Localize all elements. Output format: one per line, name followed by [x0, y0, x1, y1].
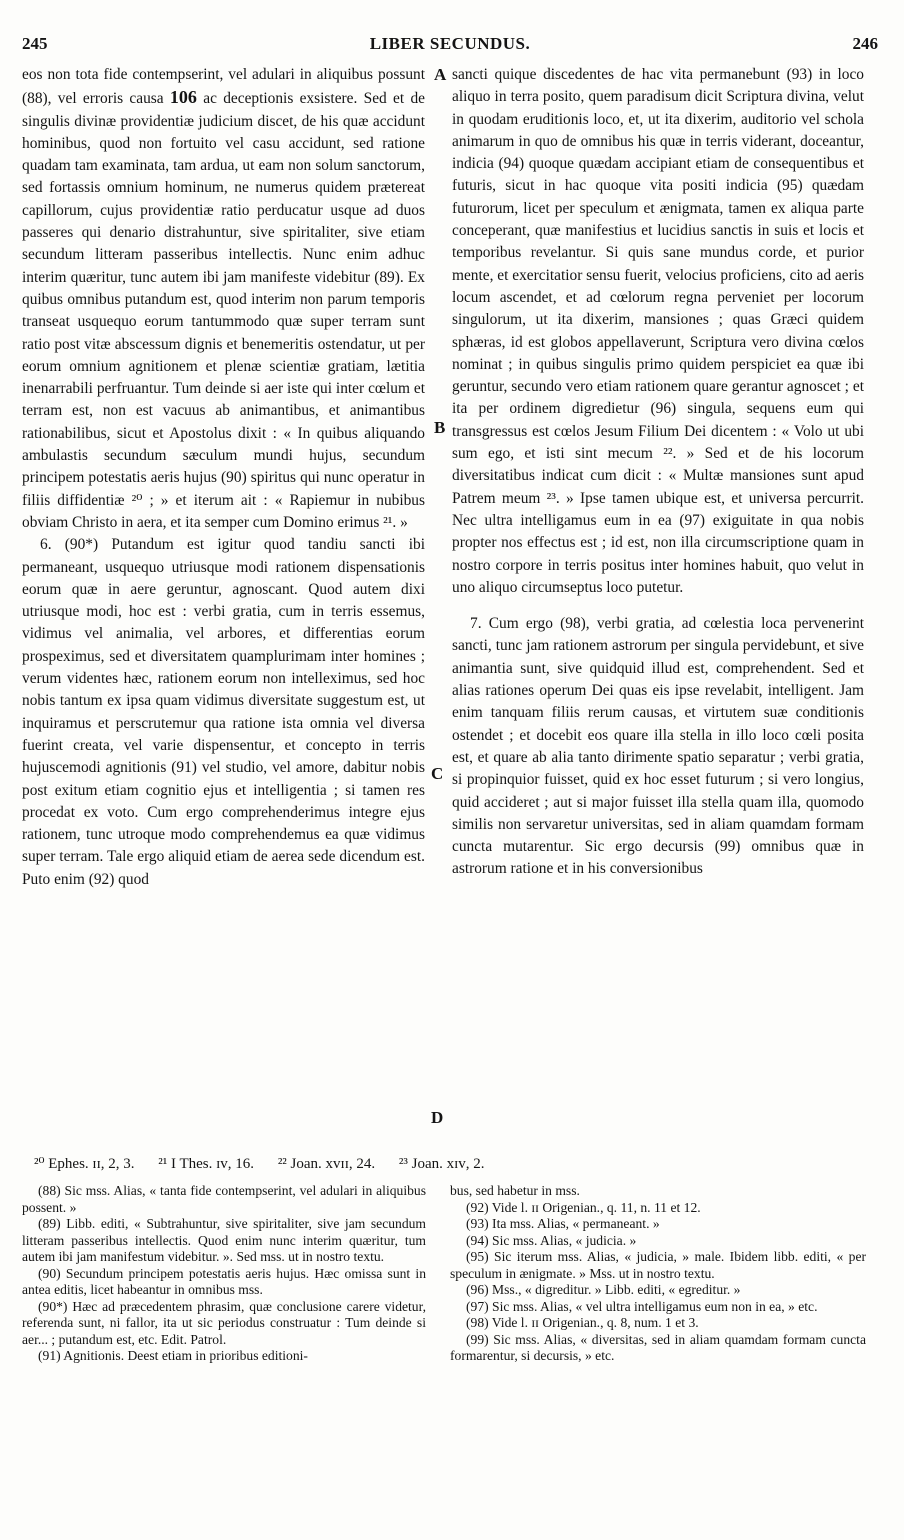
paragraph: sancti quique discedentes de hac vita permanebunt (93) in loco aliquo in terra posito, quem paradisum dicit Scriptura divina, velut in quodam eruditionis loco, et, ut ita dixerim, auditorio vel schola animarum in quo de omnibus his quæ in terris viderant, doceantur, indicia (94) quoque quædam accipiant etiam de consequentibus et futuris, sicut in hac quoque vita positi indicia (95) quædam futurorum, licet per speculum et ænigmata, tamen ex aliqua parte conceperant, quæ manifestius et lucidius sanctis in suis et locis et temporibus revelantur. Si quis sane mundus corde, et purior mente, et exercitatior sensu fuerit, velocius proficiens, cito ad aeris locum ascendet, et ad cœlorum regna perveniet per locorum singulorum, ut ita dixerim, mansiones ; quas Græci quidem sphæras, id est globos appellaverunt, Scriptura vero divina cœlos nominat ; in quibus singulis primo quidem perspiciet ea quæ ibi geruntur, secundo vero etiam rationem quare gerantur agnoscet ; et ita per ordinem digredietur (96) singula, sequens eum qui transgressus est cœlos Jesum Filium Dei dicentem : « Volo ut ubi sum ego, et isti sint mecum ²². » Sed et de his locorum diversitatibus indicat cum dicit : « Multæ mansiones sunt apud Patrem meum ²³. » Ipse tamen ubique est, et universa percurrit. Nec ultra intelligamus eum in ea (97) exiguitate in qua nobis propter nos effectus est ; id est, non illa circumscriptione quam in nostro corpore in terris positus inter homines habuit, quo velut in uno aliquo circumseptus loco putetur.: [452, 66, 864, 596]
left-page-number: 245: [22, 34, 48, 53]
footnote: (94) Sic mss. Alias, « judicia. »: [466, 1232, 637, 1248]
running-title: LIBER SECUNDUS.: [369, 34, 531, 53]
ref: ²¹ I Thes. ɪᴠ, 16.: [158, 1156, 255, 1172]
section-marker-a: A: [434, 65, 447, 84]
paragraph: eos non tota fide contempserint, vel adulari in aliquibus possunt (88), vel erroris causa 106 ac deceptionis exsistere. Sed et de singulis divinæ providentiæ judicium discet, de his quæ accidunt hominibus, quod non fortuito vel casu accidunt, sed ratione quadam tam examinata, tam ardua, ut eam non solum sanctorum, sed fortassis omnium hominum, ne numerus quidem prætereat capillorum, cujus providentiæ ratio perducatur usque ad duos passeres qui denario distrahuntur, sive spiritaliter, sive etiam secundum litteram passeribus intellectis. Nunc enim adhuc interim quæritur, tunc autem ibi jam manifeste videbitur (89). Ex quibus omnibus putandum est, quod interim non parum temporis transeat usquequo eorum tantummodo quæ super terram sunt ratio post vitæ abscessum dignis et benemeritis ostendatur, ut per eorum omnium agnitionem et plenæ scientiæ gratiam, lætitia inenarrabili perfruantur. Tum deinde si aer iste qui inter cœlum et terram est, non est vacuus ab animantibus, et animantibus rationabilibus, sicut et Apostolus dixit : « In quibus aliquando ambulastis secundum sæculum mundi hujus, secundum principem potestatis aeris hujus (90) spiritus qui nunc operatur in filiis diffidentiæ ²⁰ ; » et iterum ait : « Rapiemur in nubibus obviam Christo in aera, et ita semper cum Domino erimus ²¹. »: [22, 66, 425, 531]
footnote: (93) Ita mss. Alias, « permaneant. »: [466, 1216, 660, 1231]
footnote: (89) Libb. editi, « Subtrahuntur, sive spiritaliter, sive jam secundum litteram passeribus intellectis. Quod enim nunc interim quæritur, tum autem ibi jam manifestum videbitur. ». Sed mss. ut in nostro textu.: [22, 1216, 426, 1264]
section-marker-c: C: [431, 764, 444, 783]
paragraph: 7. Cum ergo (98), verbi gratia, ad cœlestia loca pervenerint sancti, tunc jam rationem astrorum per singula pervidebunt, et sive animantia sunt, sive quidquid illud est, comprehendent. Sed et alias rationes operum Dei quas eis ipse revelabit, intelligent. Jam enim tanquam filiis rerum causas, et virtutem suæ conditionis ostendet ; et docebit eos quare illa stella in illo loco cœli posita est, et quare ab alia tanto dirimente spatio separatur ; verbi gratia, si propinquior fuisset, quid ex hoc esset futurum ; si vero longius, quid accideret ; aut si major fuisset illa stella quam illa, quomodo similis non servaretur universitas, sed in aliam quamdam formam cuncta mutarentur. Sic ergo decursis (99) omnibus quæ in astrorum ratione et in his conversionibus: [452, 615, 864, 878]
footnote: bus, sed habetur in mss.: [450, 1183, 580, 1198]
paragraph: 6. (90*) Putandum est igitur quod tandiu sancti ibi permaneant, usquequo utriusque modi rationem dispensationis eorum quæ in aere geruntur, agnoscant. Quod autem dixi utriusque modi, hoc est : verbi gratia, cum in terris essemus, vidimus vel animalia, vel arbores, et differentias eorum prospeximus, sed et diversitatem quamplurimam inter homines ; verum videntes hæc, rationem eorum non intelleximus, sed hoc nobis tantum ex ipsa quam vidimus diversitate suggestum est, ut inquiramus et perscrutemur qua ratione ista omnia vel diversa fuerint creata, vel varie dispensentur, et concepto in terris hujuscemodi agnitionis (91) vel studio, vel amore, dabitur nobis post exitum etiam cognitio ejus et intelligentia ; si tamen res procedat ex voto. Cum ergo comprehenderimus integre ejus rationem, tunc utroque modo comprehendemus ea quæ vidimus super terram. Tale ergo aliquid etiam de aerea sede dicendum est. Puto enim (92) quod: [22, 536, 425, 888]
column-number: 106: [169, 87, 197, 108]
section-marker-b: B: [434, 418, 446, 437]
footnote: (90) Secundum principem potestatis aeris hujus. Hæc omissa sunt in antea editis, licet habeantur in omnibus mss.: [22, 1265, 426, 1297]
ref: ²³ Joan. xɪᴠ, 2.: [398, 1156, 485, 1172]
footnotes-right: [450, 1183, 866, 1365]
footnote: (88) Sic mss. Alias, « tanta fide contempserint, vel adulari in aliquibus possent. »: [22, 1183, 426, 1215]
footnotes-left: [22, 1183, 426, 1365]
footnote: (96) Mss., « digreditur. » Libb. editi, « egreditur. »: [466, 1282, 741, 1297]
right-page-number: 246: [852, 34, 878, 53]
footnote: (95) Sic iterum mss. Alias, « judicia, » male. Ibidem libb. editi, « per speculum in ænigmate. » Mss. ut in nostro textu.: [450, 1249, 866, 1281]
ref: ²⁰ Ephes. ɪɪ, 2, 3.: [34, 1156, 135, 1172]
text-column-left: [22, 64, 425, 891]
ref: ²² Joan. xᴠɪɪ, 24.: [277, 1156, 376, 1172]
text-column-right: [452, 64, 864, 881]
footnote: (92) Vide l. ɪɪ Origenian., q. 11, n. 11 et 12.: [466, 1199, 701, 1215]
footnote: (97) Sic mss. Alias, « vel ultra intelligamus eum non in ea, » etc.: [466, 1298, 818, 1314]
biblical-references: [34, 1154, 874, 1173]
footnote: (90*) Hæc ad præcedentem phrasim, quæ conclusione carere videtur, referenda sunt, ni fallor, ita ut sic periodus construatur : Tum deinde si aer... ; putandum est, etc. Edit. Patrol.: [22, 1298, 426, 1347]
footnote: (99) Sic mss. Alias, « diversitas, sed in aliam quamdam formam cuncta formarentur, si decursis, » etc.: [450, 1331, 866, 1363]
section-marker-d: D: [431, 1108, 444, 1127]
page-header: [22, 34, 878, 60]
footnote: (91) Agnitionis. Deest etiam in prioribus editioni-: [38, 1348, 308, 1363]
footnote: (98) Vide l. ɪɪ Origenian., q. 8, num. 1 et 3.: [466, 1315, 699, 1330]
